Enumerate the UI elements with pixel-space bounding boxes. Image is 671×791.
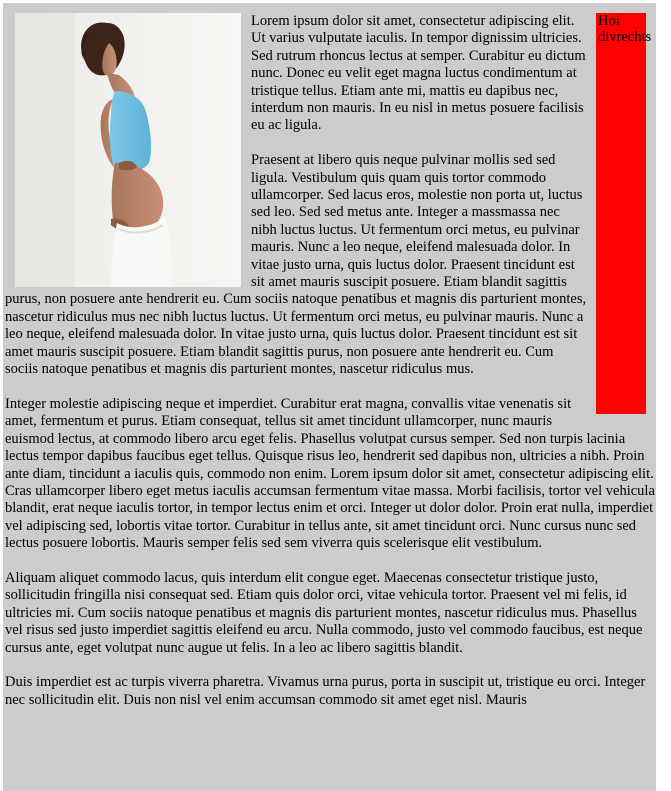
photo-illustration: [15, 13, 241, 287]
paragraph-1: Lorem ipsum dolor sit amet, consectetur adipiscing elit. Ut varius vulputate iaculis. In tempor dignissim ultricies. Sed rutrum rhoncus lectus at semper. Curabitur eu dictum nunc. Donec eu velit eget magna luctus condimentum at tristique tellus. Etiam ante mi, mattis eu dapibus nec, interdum non mauris. In eu nisl in metus posuere facilisis eu ac ligula.: [251, 13, 586, 134]
main-content: [3, 3, 656, 709]
paragraph-3: Integer molestie adipiscing neque et imperdiet. Curabitur erat magna, convallis vitae venenatis sit amet, fermentum et purus. Etiam consequat, tellus sit amet tincidunt ullamcorper, nunc mauris euismod lectus, at commodo libero arcu eget felis. Phasellus volutpat cursus semper. Sed non turpis lacinia lectus tempor dapibus faucibus eget tellus. Quisque risus leo, hendrerit sed dapibus non, ultricies a nibh. Proin ante diam, tincidunt a iaculis quis, commodo non enim. Lorem ipsum dolor sit amet, consectetur adipiscing elit. Cras ullamcorper libero eget metus iaculis accumsan fermentum vitae massa. Morbi facilisis, tortor vel vehicula blandit, erat neque iaculis tortor, in tempor lectus enim et orci. Integer ut dolor dolor. Proin erat nulla, imperdiet vel adipiscing sed, lobortis vitae tortor. Curabitur in tellus ante, sit amet tincidunt orci. Nunc cursus nunc sed lectus posuere lobortis. Mauris semper felis sed sem viverra quis scelerisque elit vestibulum.: [5, 395, 655, 552]
paragraph-5: Duis imperdiet est ac turpis viverra pharetra. Vivamus urna purus, porta in suscipit ut, tristique eu orci. Integer nec sollicitudin elit. Duis non nisl vel enim accumsan commodo sit amet eget nisl. Mauris: [5, 674, 646, 708]
page-container: [3, 3, 656, 791]
paragraph-2: Praesent at libero quis neque pulvinar mollis sed sed ligula. Vestibulum quis quam quis tortor commodo ullamcorper. Sed lacus eros, molestie non porta ut, luctus sed leo. Sed sed metus ante. Integer a massmassa nec nibh luctus luctus. Ut fermentum orci metus, eu pulvinar mauris. Nunc a leo neque, eleifend malesuada dolor. In vitae justo urna, quis luctus dolor. Praesent tincidunt est sit amet mauris suscipit posuere. Etiam blandit sagittis purus, non posuere ante hendrerit eu. Cum sociis natoque penatibus et magnis dis parturient montes, nascetur ridiculus mus nec nibh luctus luctus. Ut fermentum orci metus, eu pulvinar mauris. Nunc a leo neque, eleifend malesuada dolor. In vitae justo urna, quis luctus dolor. Praesent tincidunt est sit amet mauris suscipit posuere. Etiam blandit sagittis purus, non posuere ante hendrerit eu. Cum sociis natoque penatibus et magnis dis parturient montes, nascetur ridiculus mus.: [5, 152, 587, 378]
sidebar-text: Hoi divrechts: [598, 13, 652, 45]
red-sidebar-box: [596, 13, 652, 414]
paragraph-4: Aliquam aliquet commodo lacus, quis interdum elit congue eget. Maecenas consectetur tristique justo, sollicitudin fringilla nisi consequat sed. Etiam quis dolor orci, vitae vehicula tortor. Praesent vel mi felis, id ultricies mi. Cum sociis natoque penatibus et magnis dis parturient montes, nascetur ridiculus mus. Phasellus vel risus sed justo imperdiet sagittis eleifend eu arcu. Nulla commodo, justo vel commodo faucibus, est neque cursus ante, eget volutpat nunc augue ut felis. In a leo ac libero sagittis blandit.: [5, 569, 643, 656]
pregnant-woman-photo: [15, 13, 241, 287]
